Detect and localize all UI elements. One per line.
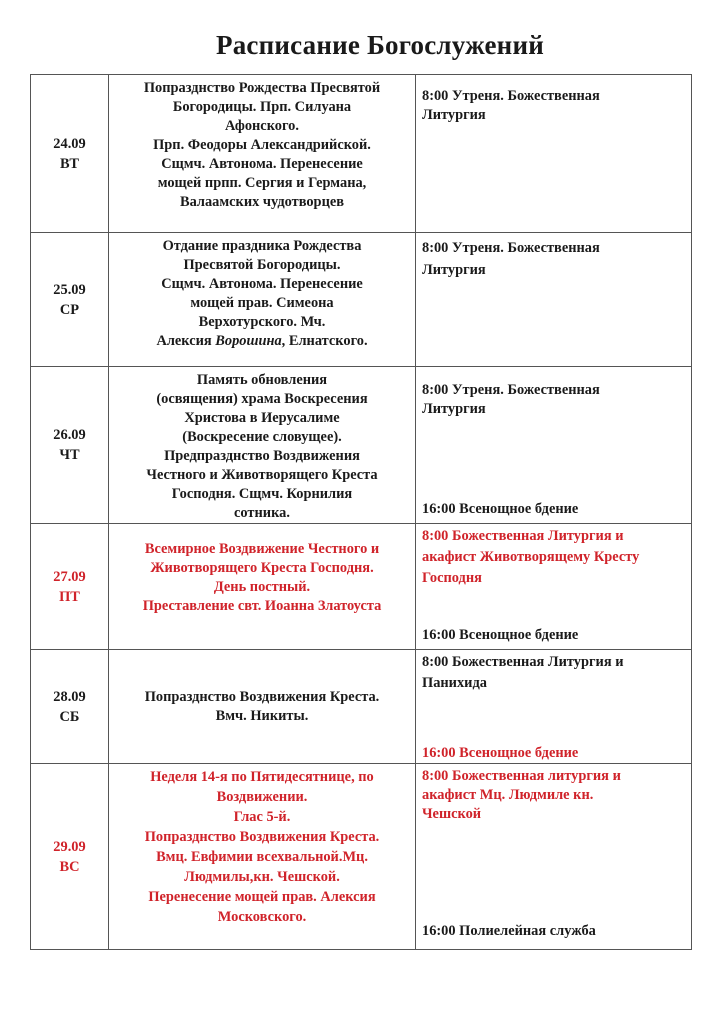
description-line: Попразднство Воздвижения Креста. bbox=[144, 688, 380, 705]
page-title: Расписание Богослужений bbox=[216, 30, 544, 60]
services-cell bbox=[416, 233, 692, 367]
morning-service-line: 8:00 Божественная Литургия и bbox=[422, 654, 624, 670]
table-row bbox=[31, 650, 692, 764]
weekday: ВТ bbox=[59, 155, 79, 172]
date-cell bbox=[31, 764, 109, 950]
description-line: Сщмч. Автонома. Перенесение bbox=[161, 276, 363, 292]
description-line: Прп. Феодоры Александрийской. bbox=[153, 137, 371, 153]
description-cell bbox=[109, 524, 416, 650]
date-cell bbox=[31, 650, 109, 764]
table-row bbox=[31, 233, 692, 367]
morning-service-line: Панихида bbox=[422, 675, 487, 691]
date-cell bbox=[31, 75, 109, 233]
description-line: мощей прпп. Сергия и Германа, bbox=[157, 175, 367, 191]
description-line: Глас 5-й. bbox=[233, 809, 291, 825]
description-line: Память обновления bbox=[196, 372, 328, 388]
description-cell bbox=[109, 367, 416, 524]
description-line: Вмц. Евфимии всехвальной.Мц. bbox=[156, 849, 368, 865]
description-line: Вмч. Никиты. bbox=[215, 707, 309, 724]
description-line: День постный. bbox=[213, 579, 311, 595]
morning-service-line: 8:00 Утреня. Божественная bbox=[422, 240, 600, 256]
description-cell bbox=[109, 764, 416, 950]
morning-service-line: 8:00 Утреня. Божественная bbox=[422, 382, 600, 398]
weekday: ЧТ bbox=[59, 447, 80, 463]
morning-service-line: Литургия bbox=[422, 262, 486, 278]
description-line: сотника. bbox=[234, 505, 290, 521]
description-line: Животворящего Креста Господня. bbox=[150, 560, 374, 576]
description-italic-text: Ворошина bbox=[215, 333, 282, 349]
description-line: Валаамских чудотворцев bbox=[179, 194, 345, 210]
morning-service-line: акафист Мц. Людмиле кн. bbox=[422, 787, 594, 803]
description-cell bbox=[109, 650, 416, 764]
date: 27.09 bbox=[53, 568, 86, 585]
description-line bbox=[113, 332, 411, 351]
table-row bbox=[31, 367, 692, 524]
description-line: Пресвятой Богородицы. bbox=[183, 257, 341, 273]
description-line: мощей прав. Симеона bbox=[190, 295, 334, 311]
table-row bbox=[31, 764, 692, 950]
description-cell bbox=[109, 233, 416, 367]
description-line: Всемирное Воздвижение Честного и bbox=[144, 541, 380, 557]
date: 24.09 bbox=[53, 135, 86, 152]
evening-service-line: 16:00 Всенощное бдение bbox=[422, 745, 579, 761]
services-cell bbox=[416, 764, 692, 950]
morning-service-line: Чешской bbox=[422, 806, 482, 822]
description-line: Отдание праздника Рождества bbox=[162, 238, 362, 254]
description-line: Предпразднство Воздвижения bbox=[164, 448, 360, 464]
description-line: Верхотурского. Мч. bbox=[198, 314, 326, 330]
morning-service-line: Литургия bbox=[422, 107, 486, 123]
weekday: ПТ bbox=[59, 588, 80, 605]
date: 29.09 bbox=[53, 838, 86, 855]
date: 25.09 bbox=[53, 281, 86, 298]
morning-service-line: 8:00 Утреня. Божественная bbox=[422, 88, 600, 104]
date-cell bbox=[31, 233, 109, 367]
weekday: СР bbox=[59, 301, 80, 318]
morning-service-line: Литургия bbox=[422, 401, 486, 417]
description-line: Господня. Сщмч. Корнилия bbox=[171, 486, 353, 502]
description-text: Алексия bbox=[156, 333, 216, 349]
services-cell bbox=[416, 650, 692, 764]
description-line: Попразднство Воздвижения Креста. bbox=[144, 829, 380, 845]
description-line: Сщмч. Автонома. Перенесение bbox=[161, 156, 363, 172]
services-cell bbox=[416, 367, 692, 524]
description-cell bbox=[109, 75, 416, 233]
description-line: (Воскресение словущее). bbox=[182, 429, 342, 445]
weekday: СБ bbox=[59, 708, 80, 725]
description-line: Неделя 14-я по Пятидесятнице, по bbox=[150, 769, 374, 785]
description-line: Московского. bbox=[217, 909, 307, 925]
services-cell bbox=[416, 524, 692, 650]
description-line: Христова в Иерусалиме bbox=[184, 410, 340, 426]
description-line: Воздвижении. bbox=[216, 789, 308, 805]
morning-service-line: акафист Животворящему Кресту bbox=[422, 549, 640, 565]
morning-service-line: 8:00 Божественная литургия и bbox=[422, 768, 621, 784]
date-cell bbox=[31, 367, 109, 524]
morning-service-line: 8:00 Божественная Литургия и bbox=[422, 528, 624, 544]
schedule-table bbox=[30, 74, 692, 950]
weekday: ВС bbox=[59, 858, 80, 875]
description-line: (освящения) храма Воскресения bbox=[156, 391, 368, 407]
services-cell bbox=[416, 75, 692, 233]
description-line: Богородицы. Прп. Силуана bbox=[172, 99, 352, 115]
date-cell bbox=[31, 524, 109, 650]
evening-service-line: 16:00 Всенощное бдение bbox=[422, 501, 579, 517]
description-line: Преставление свт. Иоанна Златоуста bbox=[142, 598, 382, 614]
description-line: Афонского. bbox=[225, 118, 299, 134]
evening-service-line: 16:00 Полиелейная служба bbox=[422, 923, 596, 939]
description-text: , Елнатского. bbox=[281, 333, 368, 349]
date: 26.09 bbox=[53, 427, 86, 443]
description-line: Честного и Животворящего Креста bbox=[146, 467, 378, 483]
morning-service-line: Господня bbox=[422, 570, 482, 586]
description-line: Людмилы,кн. Чешской. bbox=[184, 869, 340, 885]
description-line: Попразднство Рождества Пресвятой bbox=[143, 80, 381, 96]
description-line: Перенесение мощей прав. Алексия bbox=[148, 889, 376, 905]
evening-service-line: 16:00 Всенощное бдение bbox=[422, 627, 579, 643]
date: 28.09 bbox=[53, 688, 86, 705]
table-row bbox=[31, 75, 692, 233]
table-row bbox=[31, 524, 692, 650]
